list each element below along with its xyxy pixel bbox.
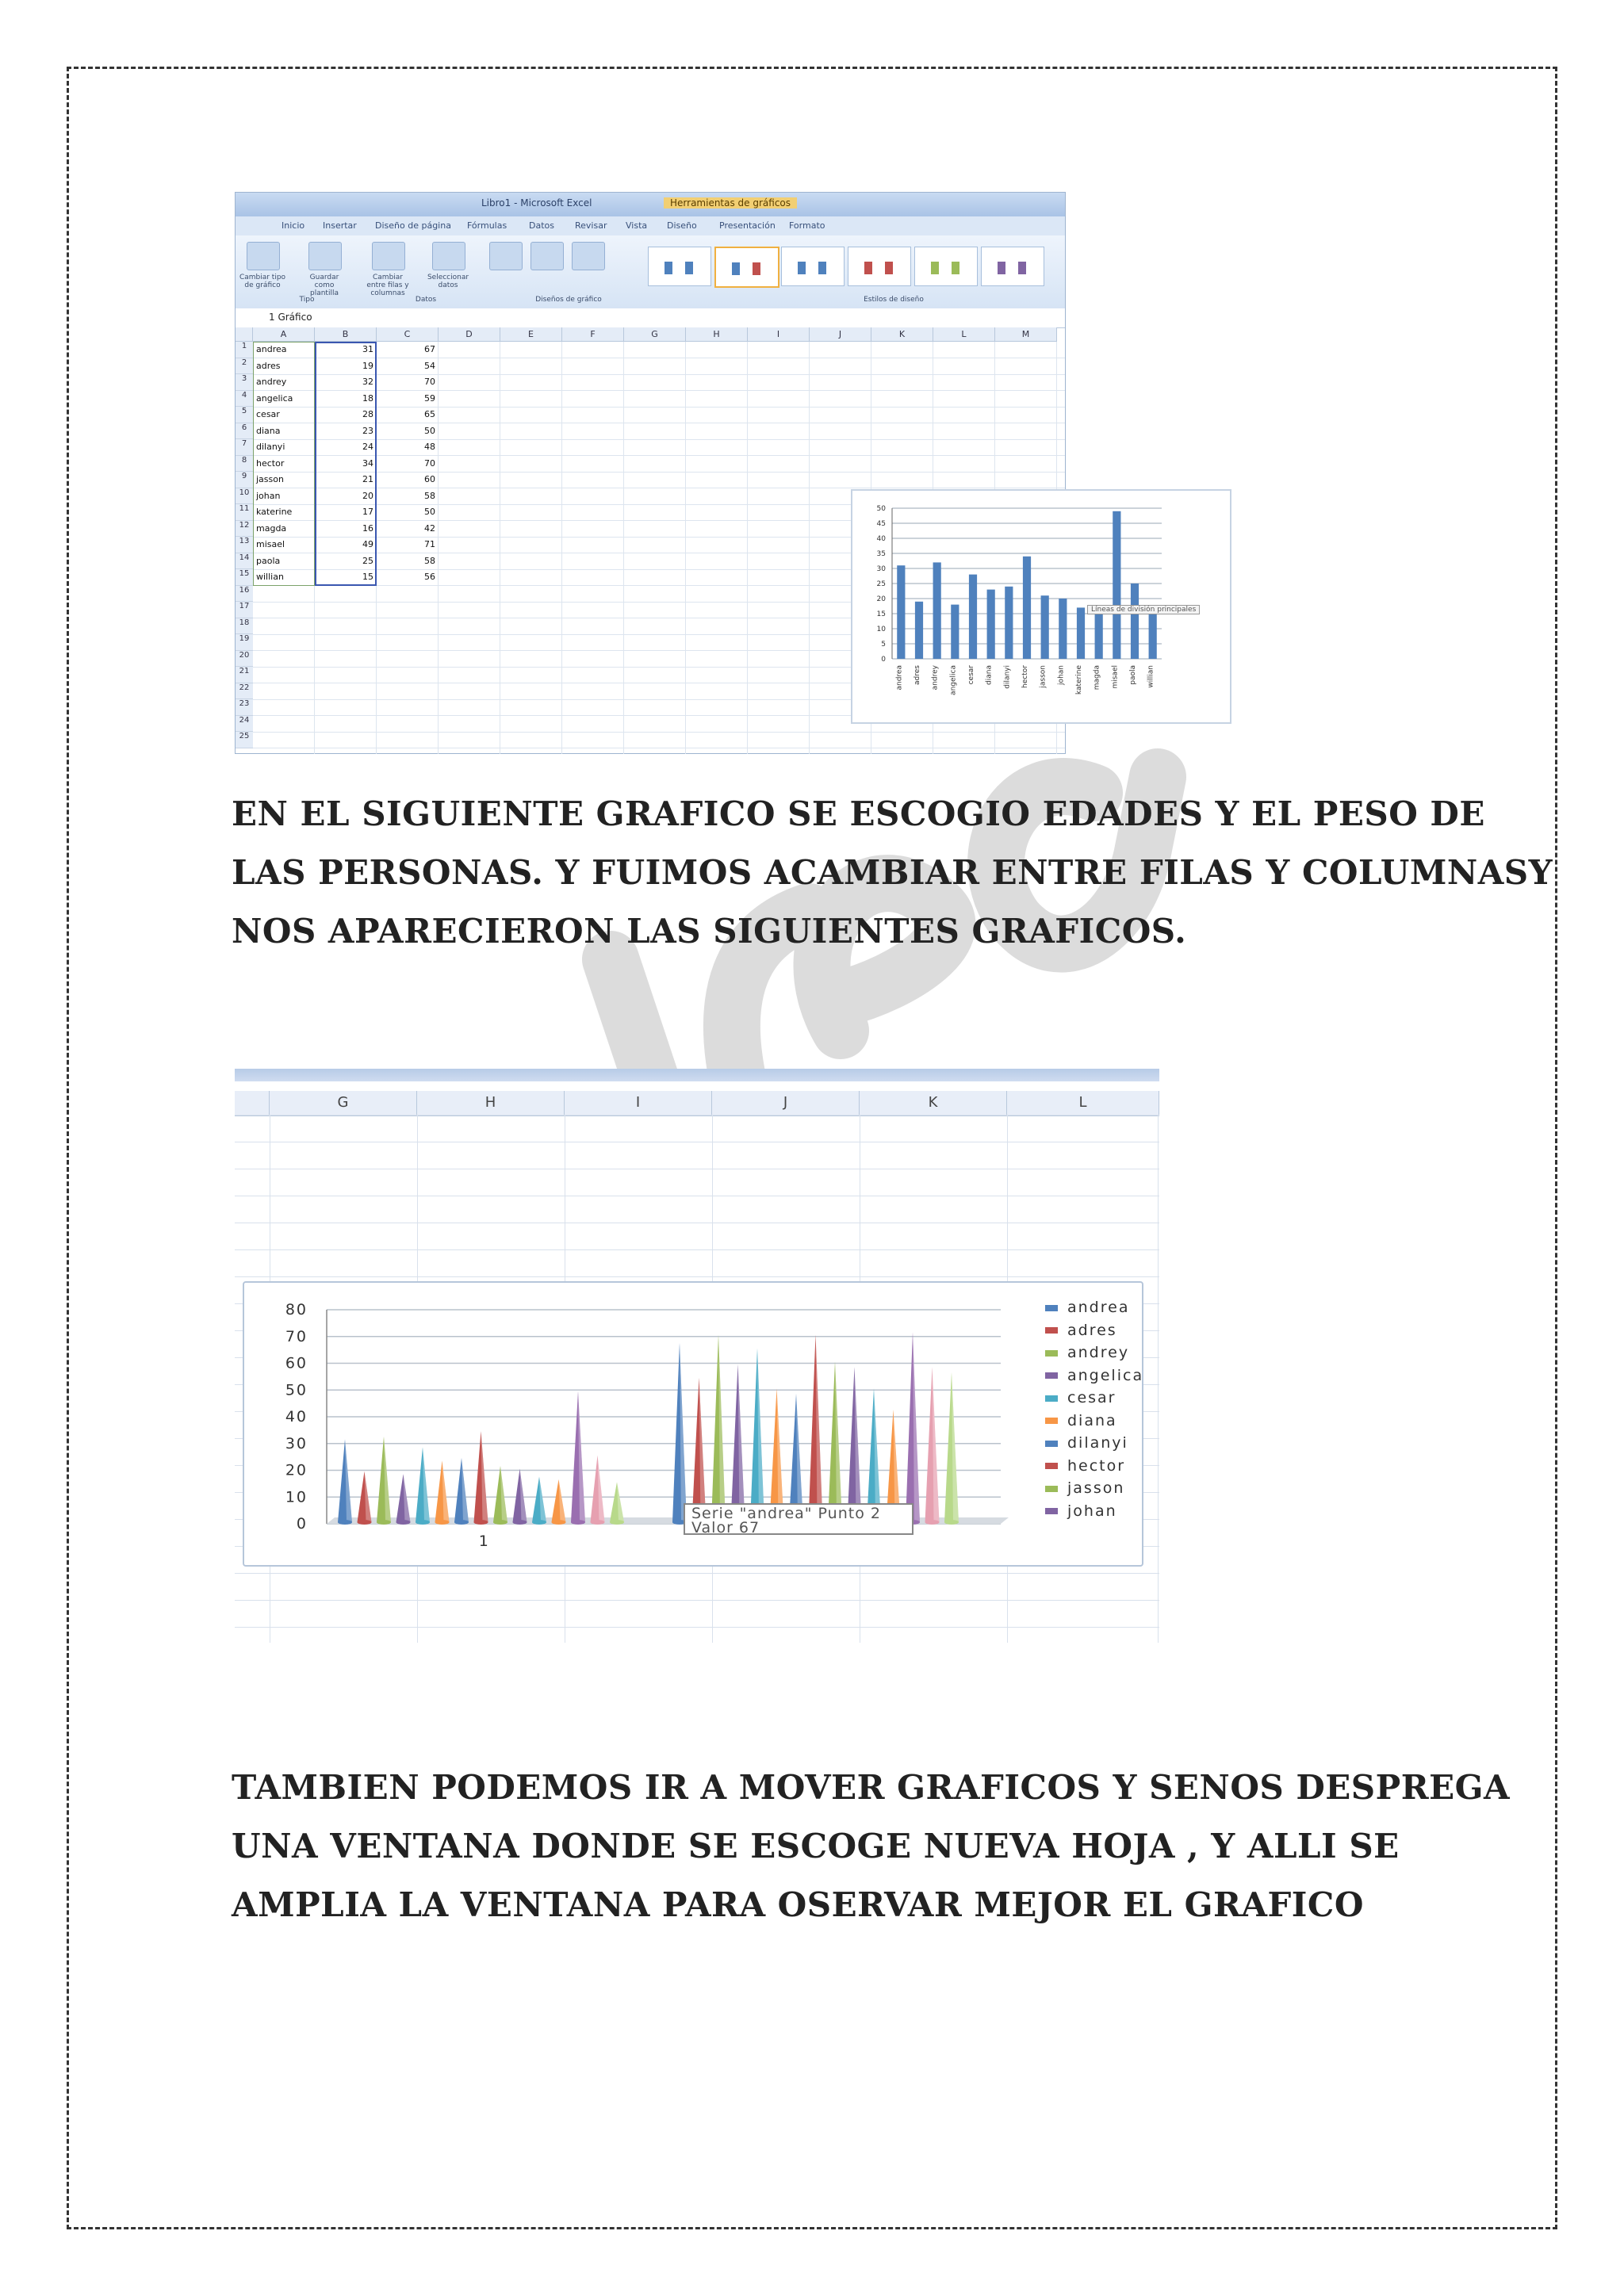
y-tick-label: 40 bbox=[876, 535, 886, 543]
cone-bar[interactable] bbox=[571, 1391, 585, 1525]
x-tick-label: jasson bbox=[1039, 665, 1048, 688]
column-header[interactable]: K bbox=[871, 327, 933, 342]
legend-item bbox=[1045, 1367, 1143, 1390]
chart-2[interactable] bbox=[243, 1281, 1143, 1567]
paragraph-1 bbox=[232, 785, 1553, 961]
cell-age: 16 bbox=[362, 522, 373, 534]
x-tick-label: willian bbox=[1147, 665, 1155, 688]
column-header[interactable]: F bbox=[562, 327, 624, 342]
cell-age: 49 bbox=[362, 539, 373, 549]
bar[interactable] bbox=[915, 602, 923, 659]
excel-screenshot-2 bbox=[235, 1069, 1159, 1643]
cell-weight: 67 bbox=[424, 344, 435, 354]
y-tick-label: 10 bbox=[876, 626, 886, 633]
bar[interactable] bbox=[1023, 557, 1031, 659]
legend-swatch bbox=[1045, 1418, 1058, 1424]
selection-range-names bbox=[253, 342, 315, 586]
selection-range-age bbox=[315, 342, 377, 586]
column-header-g[interactable]: G bbox=[270, 1091, 417, 1115]
cone-bar[interactable] bbox=[493, 1466, 508, 1525]
y-tick-label: 10 bbox=[285, 1488, 308, 1506]
legend-swatch bbox=[1045, 1327, 1058, 1334]
cell-name: andrey bbox=[256, 377, 287, 387]
change-chart-type-button[interactable] bbox=[247, 242, 280, 270]
column-gridline bbox=[438, 342, 439, 754]
group-estilos: Estilos de diseño bbox=[864, 296, 924, 304]
bar[interactable] bbox=[1059, 599, 1067, 659]
cone-bar[interactable] bbox=[848, 1367, 862, 1525]
cell-name: cesar bbox=[256, 409, 280, 419]
row-header[interactable]: 23 bbox=[236, 699, 253, 716]
ribbon-body bbox=[236, 235, 1065, 309]
cone-bar[interactable] bbox=[906, 1332, 920, 1525]
chart-2-svg bbox=[244, 1283, 1037, 1562]
row-header[interactable]: 2 bbox=[236, 358, 253, 375]
tab-formulas[interactable]: Fórmulas bbox=[467, 220, 508, 231]
y-tick-label: 0 bbox=[881, 656, 886, 664]
legend-swatch bbox=[1045, 1441, 1058, 1447]
cell-age: 19 bbox=[362, 360, 373, 371]
cell-name: andrea bbox=[256, 344, 287, 354]
cone-bar[interactable] bbox=[377, 1437, 391, 1525]
y-tick-label: 60 bbox=[285, 1354, 308, 1372]
paragraph-1-line-1: EN EL SIGUIENTE GRAFICO SE ESCOGIO EDADES Y EL PESO DE bbox=[232, 794, 1485, 833]
bar[interactable] bbox=[897, 565, 905, 659]
row-header[interactable]: 18 bbox=[236, 618, 253, 635]
column-header[interactable]: J bbox=[810, 327, 871, 342]
row-gridline bbox=[235, 1627, 1159, 1628]
legend-label: andrey bbox=[1067, 1344, 1130, 1361]
column-header[interactable]: B bbox=[315, 327, 377, 342]
row-gridline bbox=[235, 1573, 1159, 1574]
row-header[interactable]: 8 bbox=[236, 456, 253, 473]
bar[interactable] bbox=[1113, 511, 1120, 659]
row-header[interactable]: 25 bbox=[236, 732, 253, 748]
cell-name: johan bbox=[256, 490, 281, 501]
y-tick-label: 70 bbox=[285, 1327, 308, 1345]
y-tick-label: 30 bbox=[876, 565, 886, 573]
bar[interactable] bbox=[987, 590, 995, 659]
cell-weight: 70 bbox=[424, 377, 435, 387]
x-tick-label: magda bbox=[1093, 665, 1101, 691]
y-tick-label: 20 bbox=[876, 595, 886, 603]
excel-title-bar bbox=[236, 193, 1065, 216]
legend-item bbox=[1045, 1434, 1143, 1457]
cell-name: diana bbox=[256, 425, 281, 436]
cell-age: 21 bbox=[362, 474, 373, 484]
column-header-h[interactable]: H bbox=[417, 1091, 565, 1115]
cone-bar[interactable] bbox=[396, 1474, 411, 1525]
column-gridline bbox=[685, 342, 686, 754]
chart-style-5[interactable] bbox=[914, 247, 978, 286]
legend-item bbox=[1045, 1479, 1143, 1502]
cell-age: 31 bbox=[362, 344, 373, 354]
cell-age: 15 bbox=[362, 572, 373, 582]
bar[interactable] bbox=[933, 562, 941, 659]
cell-name: katerine bbox=[256, 507, 293, 517]
legend-label: angelica bbox=[1067, 1366, 1144, 1384]
x-tick-label: andrea bbox=[895, 665, 904, 691]
bar[interactable] bbox=[969, 575, 977, 659]
switch-row-column-label: Cambiar entre filas y columnas bbox=[366, 274, 409, 297]
row-gridline bbox=[253, 732, 1065, 733]
column-header-blank bbox=[235, 1091, 270, 1115]
row-header[interactable]: 6 bbox=[236, 423, 253, 440]
legend-item bbox=[1045, 1412, 1143, 1435]
chart-style-6[interactable] bbox=[981, 247, 1044, 286]
paragraph-2-line-2: UNA VENTANA DONDE SE ESCOGE NUEVA HOJA , Y ALLI SE bbox=[232, 1827, 1400, 1866]
cone-bar[interactable] bbox=[532, 1477, 546, 1525]
column-gridline bbox=[561, 342, 562, 754]
row-header[interactable]: 13 bbox=[236, 537, 253, 553]
row-header[interactable]: 12 bbox=[236, 521, 253, 538]
cone-bar[interactable] bbox=[552, 1479, 566, 1525]
column-header[interactable]: M bbox=[995, 327, 1057, 342]
cell-age: 32 bbox=[362, 377, 373, 387]
row-gridline bbox=[235, 1276, 1159, 1277]
column-header-i[interactable]: I bbox=[565, 1091, 712, 1115]
select-data-label: Seleccionar datos bbox=[427, 274, 469, 289]
column-gridline bbox=[747, 342, 748, 754]
window-title: Libro1 - Microsoft Excel bbox=[481, 197, 592, 209]
y-tick-label: 35 bbox=[876, 550, 886, 558]
paragraph-2-line-1: TAMBIEN PODEMOS IR A MOVER GRAFICOS Y SENOS DESPREGA bbox=[232, 1768, 1511, 1807]
chart-2-legend bbox=[1045, 1299, 1143, 1525]
column-header-k[interactable]: K bbox=[860, 1091, 1007, 1115]
cell-age: 24 bbox=[362, 442, 373, 452]
cell-age: 17 bbox=[362, 507, 373, 517]
legend-label: johan bbox=[1067, 1502, 1117, 1520]
x-tick-label: hector bbox=[1021, 665, 1029, 688]
cone-bar[interactable] bbox=[416, 1448, 430, 1525]
column-header[interactable]: C bbox=[377, 327, 439, 342]
row-header[interactable]: 9 bbox=[236, 472, 253, 488]
x-tick-label: misael bbox=[1111, 665, 1120, 689]
row-header[interactable]: 1 bbox=[236, 342, 253, 358]
column-header[interactable]: L bbox=[933, 327, 995, 342]
column-header-row bbox=[235, 1091, 1159, 1116]
cell-weight: 56 bbox=[424, 572, 435, 582]
tab-datos[interactable]: Datos bbox=[529, 220, 554, 231]
sheet-top-bar bbox=[235, 1069, 1159, 1081]
tab-presentacion[interactable]: Presentación bbox=[719, 220, 776, 231]
row-header[interactable]: 21 bbox=[236, 667, 253, 683]
column-header[interactable]: H bbox=[686, 327, 748, 342]
tab-insertar[interactable]: Insertar bbox=[323, 220, 357, 231]
cone-bar[interactable] bbox=[474, 1431, 488, 1525]
legend-label: cesar bbox=[1067, 1389, 1116, 1406]
cell-age: 25 bbox=[362, 555, 373, 566]
bar[interactable] bbox=[951, 605, 959, 659]
chart-style-2[interactable] bbox=[714, 247, 779, 288]
tab-diseno-pagina[interactable]: Diseño de página bbox=[375, 220, 451, 231]
cell-weight: 58 bbox=[424, 555, 435, 566]
y-tick-label: 50 bbox=[876, 505, 886, 513]
tooltip-line-2: Valor 67 bbox=[691, 1519, 760, 1536]
cell-name: paola bbox=[256, 555, 281, 566]
save-template-label: Guardar como plantilla bbox=[309, 274, 339, 297]
legend-label: hector bbox=[1067, 1456, 1126, 1475]
x-tick-label: johan bbox=[1057, 665, 1066, 685]
y-tick-label: 25 bbox=[876, 580, 886, 588]
cone-bar[interactable] bbox=[338, 1439, 352, 1525]
paragraph-1-line-3: NOS APARECIERON LAS SIGUIENTES GRAFICOS. bbox=[232, 912, 1187, 951]
cone-bar[interactable] bbox=[944, 1372, 959, 1525]
cell-weight: 54 bbox=[424, 360, 435, 371]
y-tick-label: 45 bbox=[876, 520, 886, 528]
cone-bar[interactable] bbox=[750, 1349, 764, 1525]
name-box[interactable]: 1 Gráfico bbox=[269, 312, 312, 323]
row-header[interactable]: 11 bbox=[236, 504, 253, 521]
y-tick-label: 0 bbox=[296, 1515, 308, 1533]
column-header-j[interactable]: J bbox=[712, 1091, 860, 1115]
excel-screenshot-1 bbox=[235, 192, 1197, 754]
row-header[interactable]: 4 bbox=[236, 391, 253, 408]
y-tick-label: 20 bbox=[285, 1461, 308, 1479]
paragraph-2 bbox=[232, 1758, 1510, 1934]
x-tick-label: cesar bbox=[967, 665, 975, 685]
cell-weight: 65 bbox=[424, 409, 435, 419]
cell-age: 20 bbox=[362, 490, 373, 501]
row-header[interactable]: 15 bbox=[236, 569, 253, 586]
column-gridline bbox=[623, 342, 624, 754]
row-header[interactable]: 10 bbox=[236, 488, 253, 505]
x-tick-label: adres bbox=[914, 665, 921, 685]
chart-tools-title: Herramientas de gráficos bbox=[664, 197, 797, 209]
cell-weight: 71 bbox=[424, 539, 435, 549]
legend-swatch bbox=[1045, 1508, 1058, 1514]
group-disenos: Diseños de gráfico bbox=[535, 296, 602, 304]
legend-swatch bbox=[1045, 1305, 1058, 1311]
select-data-button[interactable] bbox=[432, 242, 465, 270]
row-header[interactable]: 17 bbox=[236, 602, 253, 618]
cell-weight: 48 bbox=[424, 442, 435, 452]
y-tick-label: 5 bbox=[881, 641, 886, 649]
column-gridline bbox=[1158, 1115, 1159, 1643]
cone-bar[interactable] bbox=[610, 1482, 624, 1525]
legend-label: adres bbox=[1067, 1321, 1117, 1339]
row-header[interactable]: 22 bbox=[236, 683, 253, 700]
legend-label: andrea bbox=[1067, 1299, 1130, 1316]
row-header[interactable]: 14 bbox=[236, 553, 253, 570]
cell-weight: 50 bbox=[424, 425, 435, 436]
legend-label: diana bbox=[1067, 1411, 1117, 1429]
gridlines-tooltip: Líneas de división principales bbox=[1087, 605, 1200, 614]
change-chart-type-label: Cambiar tipo de gráfico bbox=[239, 274, 286, 289]
column-header[interactable]: D bbox=[439, 327, 500, 342]
x-tick-label: andrey bbox=[931, 665, 940, 691]
column-gridline bbox=[809, 342, 810, 754]
row-header[interactable]: 20 bbox=[236, 651, 253, 668]
row-header[interactable]: 7 bbox=[236, 439, 253, 456]
layout-3-button[interactable] bbox=[572, 242, 605, 270]
ribbon-tabs bbox=[236, 216, 1065, 236]
row-header[interactable]: 3 bbox=[236, 374, 253, 391]
cell-age: 34 bbox=[362, 457, 373, 469]
tab-revisar[interactable]: Revisar bbox=[575, 220, 607, 231]
legend-label: dilanyi bbox=[1067, 1434, 1128, 1452]
legend-item bbox=[1045, 1322, 1143, 1345]
cell-name: willian bbox=[256, 572, 284, 582]
cone-bar[interactable] bbox=[672, 1343, 687, 1525]
x-tick-label: angelica bbox=[949, 665, 958, 695]
cone-bar[interactable] bbox=[925, 1367, 940, 1525]
cell-age: 18 bbox=[362, 392, 373, 404]
x-tick-label: diana bbox=[985, 665, 994, 685]
legend-swatch bbox=[1045, 1463, 1058, 1469]
row-gridline bbox=[235, 1600, 1159, 1601]
tab-diseno[interactable]: Diseño bbox=[667, 220, 697, 231]
row-header[interactable]: 19 bbox=[236, 634, 253, 651]
cell-name: dilanyi bbox=[256, 442, 285, 452]
row-header[interactable]: 16 bbox=[236, 586, 253, 603]
cell-age: 23 bbox=[362, 425, 373, 436]
column-header[interactable]: E bbox=[500, 327, 562, 342]
group-datos: Datos bbox=[415, 296, 437, 304]
legend-item bbox=[1045, 1299, 1143, 1322]
group-tipo: Tipo bbox=[299, 296, 315, 304]
column-header[interactable]: G bbox=[624, 327, 686, 342]
tab-inicio[interactable]: Inicio bbox=[282, 220, 305, 231]
cell-name: magda bbox=[256, 522, 287, 534]
cell-weight: 60 bbox=[424, 474, 435, 484]
paragraph-1-line-2: LAS PERSONAS. Y FUIMOS ACAMBIAR ENTRE FILAS Y COLUMNASY bbox=[232, 853, 1553, 892]
row-header[interactable]: 24 bbox=[236, 716, 253, 733]
bar[interactable] bbox=[1095, 610, 1103, 659]
save-template-button[interactable] bbox=[308, 242, 342, 270]
row-gridline bbox=[235, 1249, 1159, 1250]
legend-swatch bbox=[1045, 1372, 1058, 1379]
paragraph-2-line-3: AMPLIA LA VENTANA PARA OSERVAR MEJOR EL GRAFICO bbox=[232, 1885, 1364, 1924]
cone-bar[interactable] bbox=[591, 1456, 605, 1525]
x-tick-label: 1 bbox=[478, 1533, 488, 1550]
cell-name: jasson bbox=[256, 474, 284, 484]
cone-bar[interactable] bbox=[731, 1364, 745, 1525]
formula-bar bbox=[236, 308, 1065, 328]
x-tick-label: paola bbox=[1129, 665, 1137, 685]
legend-item bbox=[1045, 1457, 1143, 1480]
layout-1-button[interactable] bbox=[489, 242, 523, 270]
legend-item bbox=[1045, 1344, 1143, 1367]
tooltip-line-1: Serie "andrea" Punto 2 bbox=[691, 1505, 881, 1522]
chart-style-4[interactable] bbox=[848, 247, 911, 286]
column-header[interactable]: I bbox=[748, 327, 810, 342]
cone-bar[interactable] bbox=[454, 1458, 469, 1525]
cell-weight: 70 bbox=[424, 457, 435, 469]
cell-weight: 42 bbox=[424, 522, 435, 534]
legend-swatch bbox=[1045, 1395, 1058, 1402]
column-header-l[interactable]: L bbox=[1007, 1091, 1159, 1115]
cell-age: 28 bbox=[362, 409, 373, 419]
y-tick-label: 50 bbox=[285, 1381, 308, 1399]
switch-row-column-button[interactable] bbox=[372, 242, 405, 270]
x-tick-label: katerine bbox=[1075, 665, 1083, 695]
column-header-corner bbox=[236, 327, 253, 342]
legend-swatch bbox=[1045, 1350, 1058, 1357]
bar[interactable] bbox=[1149, 614, 1157, 659]
y-tick-label: 15 bbox=[876, 610, 886, 618]
cell-name: misael bbox=[256, 539, 285, 549]
legend-swatch bbox=[1045, 1486, 1058, 1492]
tab-vista[interactable]: Vista bbox=[626, 220, 648, 231]
legend-item bbox=[1045, 1502, 1143, 1525]
chart-style-1[interactable] bbox=[648, 247, 711, 286]
bar[interactable] bbox=[1077, 607, 1085, 659]
legend-item bbox=[1045, 1389, 1143, 1412]
bar[interactable] bbox=[1131, 584, 1139, 659]
x-tick-label: dilanyi bbox=[1003, 665, 1012, 689]
legend-label: jasson bbox=[1067, 1479, 1125, 1497]
y-tick-label: 40 bbox=[285, 1408, 308, 1425]
cell-name: adres bbox=[256, 360, 281, 371]
bar[interactable] bbox=[1005, 587, 1013, 659]
y-tick-label: 30 bbox=[285, 1434, 308, 1452]
column-header[interactable]: A bbox=[253, 327, 315, 342]
row-header[interactable]: 5 bbox=[236, 407, 253, 423]
y-tick-label: 80 bbox=[285, 1301, 308, 1318]
series-point-tooltip bbox=[684, 1503, 914, 1535]
chart-style-3[interactable] bbox=[781, 247, 845, 286]
cone-bar[interactable] bbox=[358, 1471, 372, 1525]
cell-weight: 50 bbox=[424, 507, 435, 517]
cell-name: angelica bbox=[256, 392, 293, 404]
bar[interactable] bbox=[1041, 595, 1049, 659]
tab-formato[interactable]: Formato bbox=[789, 220, 825, 231]
cell-name: hector bbox=[256, 457, 285, 469]
cell-weight: 59 bbox=[424, 392, 435, 404]
cell-weight: 58 bbox=[424, 490, 435, 501]
layout-2-button[interactable] bbox=[530, 242, 564, 270]
